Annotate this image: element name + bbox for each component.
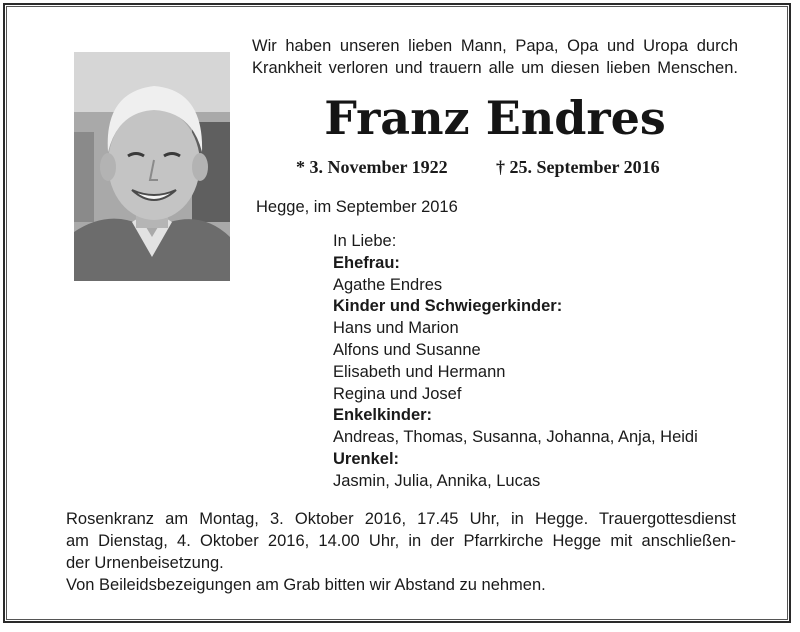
mourners-heading: Urenkel:	[333, 449, 400, 468]
mourners-heading: Kinder und Schwiegerkinder:	[333, 297, 563, 316]
service-information	[66, 508, 736, 596]
footer-line: Von Beileidsbezeigungen am Grab bitten wir Abstand zu nehmen.	[66, 576, 546, 594]
mourners-line: Agathe Endres	[333, 275, 443, 294]
place-and-date: Hegge, im September 2016	[256, 198, 458, 216]
intro-line: Wir haben unseren lieben Mann, Papa, Opa und Uropa durch	[252, 37, 738, 55]
mourners-heading: Ehefrau:	[333, 253, 400, 272]
footer-line: Rosenkranz am Montag, 3. Oktober 2016, 17.45 Uhr, in Hegge. Trauergottesdienst	[66, 510, 736, 528]
mourners-line: Regina und Josef	[333, 384, 462, 403]
mourners-line: Alfons und Susanne	[333, 340, 481, 359]
mourners-line: Elisabeth und Hermann	[333, 362, 506, 381]
death-date: † 25. September 2016	[496, 157, 660, 177]
intro-line: Krankheit verloren und trauern alle um diesen lieben Menschen.	[252, 59, 738, 77]
mourners-line: Hans und Marion	[333, 319, 459, 338]
mourners-line: Andreas, Thomas, Susanna, Johanna, Anja, Heidi	[333, 428, 698, 447]
mourners-line: Jasmin, Julia, Annika, Lucas	[333, 471, 541, 490]
footer-line: am Dienstag, 4. Oktober 2016, 14.00 Uhr, in der Pfarrkirche Hegge mit anschließen-	[66, 532, 736, 550]
portrait-photo	[74, 52, 230, 281]
footer-line: der Urnenbeisetzung.	[66, 554, 224, 572]
deceased-name: Franz Endres	[324, 91, 666, 145]
mourners-line: In Liebe:	[333, 232, 397, 250]
mourners-heading: Enkelkinder:	[333, 406, 433, 425]
birth-date: * 3. November 1922	[296, 157, 448, 177]
intro-text	[252, 35, 738, 79]
mourners-list	[333, 231, 753, 493]
